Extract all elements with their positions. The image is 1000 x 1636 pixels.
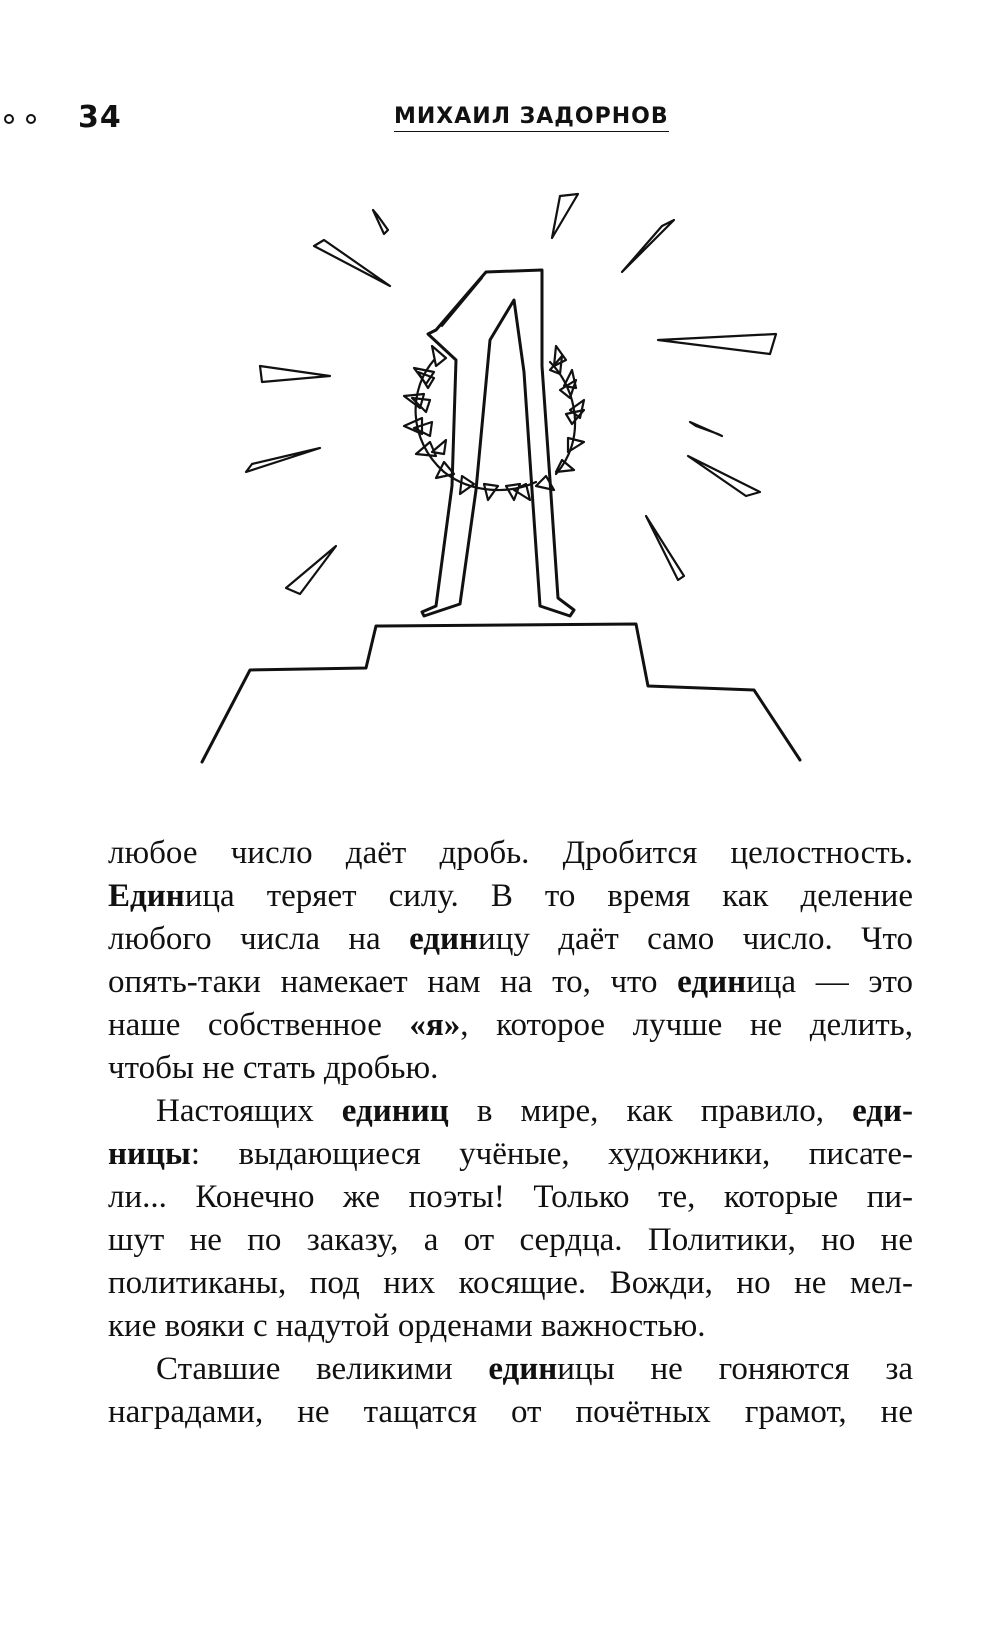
text-run: ица теряет силу. В то время как деление: [184, 878, 913, 914]
page-number: 34: [78, 100, 122, 135]
text-line: [108, 875, 913, 918]
text-run: : выдающиеся учёные, художники, писате-: [190, 1136, 913, 1172]
text-line: [108, 1391, 913, 1434]
text-run: опять-таки намекает нам на то, что: [108, 964, 678, 1000]
text-line: [108, 918, 913, 961]
text-run: наше собственное: [108, 1007, 410, 1043]
text-run: Настоящих: [156, 1093, 342, 1129]
bold-term: единиц: [341, 1093, 449, 1129]
decorative-dots: [4, 114, 36, 124]
text-run: ицы не гоняются за: [557, 1351, 913, 1387]
text-line: [108, 1262, 913, 1305]
text-line: [108, 1219, 913, 1262]
shine-rays-icon: [246, 194, 776, 594]
podium-icon: [202, 624, 800, 762]
text-run: любого числа на: [108, 921, 410, 957]
dot-icon: [4, 114, 14, 124]
bold-term: Един: [108, 878, 185, 914]
text-run: , которое лучше не делить,: [460, 1007, 913, 1043]
text-run: ли... Конечно же поэты! Только те, которые пи-: [108, 1179, 913, 1215]
text-run: любое число даёт дробь. Дробится целостность.: [108, 835, 913, 871]
text-run: ица — это: [746, 964, 913, 1000]
bold-term: един: [409, 921, 479, 957]
text-run: наградами, не тащатся от почётных грамот, не: [108, 1394, 913, 1430]
text-line: [108, 1305, 913, 1348]
page-header: [0, 100, 1000, 140]
text-line: [108, 1176, 913, 1219]
text-line: [108, 1047, 913, 1090]
body-text: [108, 832, 913, 1434]
laurel-wreath-icon: [404, 346, 584, 500]
running-head-author: МИХАИЛ ЗАДОРНОВ: [394, 104, 669, 132]
text-run: Ставшие великими: [156, 1351, 489, 1387]
bold-term: ницы: [108, 1136, 191, 1172]
dot-icon: [26, 114, 36, 124]
text-run: чтобы не стать дробью.: [108, 1050, 439, 1086]
bold-term: «я»: [409, 1007, 461, 1043]
text-line: [108, 1348, 913, 1391]
text-run: в мире, как правило,: [448, 1093, 853, 1129]
bold-term: един: [488, 1351, 558, 1387]
text-run: ицу даёт само число. Что: [478, 921, 914, 957]
bold-term: един: [677, 964, 747, 1000]
text-line: [108, 1090, 913, 1133]
number-one-trophy-illustration: [190, 190, 810, 810]
text-line: [108, 1133, 913, 1176]
text-run: кие вояки с надутой орденами важностью.: [108, 1308, 706, 1344]
text-line: [108, 961, 913, 1004]
text-run: политиканы, под них косящие. Вожди, но не мел-: [108, 1265, 913, 1301]
text-line: [108, 1004, 913, 1047]
bold-term: еди-: [852, 1093, 913, 1129]
text-line: [108, 832, 913, 875]
text-run: шут не по заказу, а от сердца. Политики, но не: [108, 1222, 913, 1258]
